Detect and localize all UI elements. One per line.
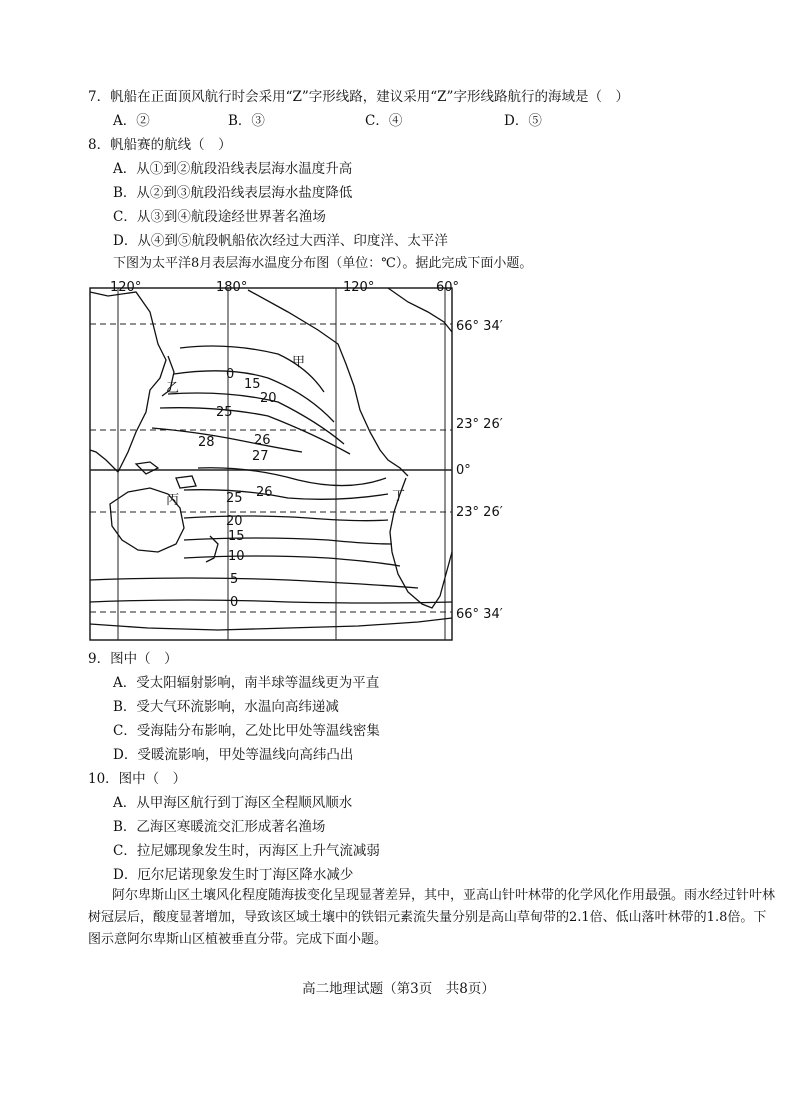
lat-label-equator: 0° xyxy=(456,463,471,478)
pacific-sst-map xyxy=(88,279,503,644)
parallels xyxy=(90,324,452,612)
marker-bing: 丙 xyxy=(166,493,180,508)
q8-stem: 8．帆船赛的航线（ ） xyxy=(88,137,232,153)
lat-label-tropic-capricorn: 23° 26′ xyxy=(456,505,503,520)
isotherm-labels xyxy=(198,367,277,610)
isotherm-25-south xyxy=(184,490,388,500)
q10-stem: 10．图中（ ） xyxy=(88,771,187,787)
isotherm-20-south xyxy=(184,516,388,521)
isotherm-label: 28 xyxy=(198,435,215,450)
lat-label-antarctic: 66° 34′ xyxy=(456,607,503,622)
lat-label-tropic-cancer: 23° 26′ xyxy=(456,417,503,432)
asia-coast xyxy=(90,292,166,472)
indonesia-islands xyxy=(136,462,158,474)
lon-label-60w: 60° xyxy=(436,279,460,295)
isotherm-label: 0 xyxy=(226,367,235,382)
isotherm-label: 20 xyxy=(260,391,277,406)
isotherm-label: 0 xyxy=(230,595,239,610)
q9-stem: 9．图中（ ） xyxy=(88,651,178,667)
q7-option-a: A．② xyxy=(113,113,150,129)
isotherm-28 xyxy=(152,428,302,452)
q9-option-b: B．受大气环流影响，水温向高纬递减 xyxy=(113,699,339,715)
q10-option-c: C．拉尼娜现象发生时，丙海区上升气流减弱 xyxy=(113,843,380,859)
q8-option-b: B．从②到③航段沿线表层海水盐度降低 xyxy=(113,185,353,201)
q10-option-a: A．从甲海区航行到丁海区全程顺风顺水 xyxy=(113,795,353,811)
q10-option-d: D．厄尔尼诺现象发生时丁海区降水减少 xyxy=(113,867,354,883)
new-zealand-coast xyxy=(206,536,218,562)
isotherm-5-south xyxy=(90,578,418,588)
marker-ding: 丁 xyxy=(392,489,406,504)
q9-option-a: A．受太阳辐射影响，南半球等温线更为平直 xyxy=(113,675,380,691)
isotherm-label: 26 xyxy=(256,485,273,500)
new-guinea xyxy=(176,476,196,488)
isotherm-label: 20 xyxy=(226,514,243,529)
isotherm-label: 26 xyxy=(254,433,271,448)
q10-option-b: B．乙海区寒暖流交汇形成著名渔场 xyxy=(113,819,326,835)
antarctica-coast xyxy=(90,618,452,630)
isotherm-label: 10 xyxy=(228,549,245,564)
q8-option-d: D．从④到⑤航段帆船依次经过大西洋、印度洋、太平洋 xyxy=(113,233,448,249)
page-footer: 高二地理试题（第3页 共8页） xyxy=(302,981,495,997)
isotherm-label: 15 xyxy=(244,377,261,392)
lon-label-180: 180° xyxy=(216,279,248,295)
isotherm-0-south xyxy=(90,600,452,603)
isotherm-label: 15 xyxy=(228,529,245,544)
north-america-coast xyxy=(248,290,408,476)
q9-option-c: C．受海陆分布影响，乙处比甲处等温线密集 xyxy=(113,723,380,739)
q7-option-c: C．④ xyxy=(365,113,403,129)
q7-option-d: D．⑤ xyxy=(504,113,542,129)
q7-option-b: B．③ xyxy=(228,113,265,129)
isotherm-label: 25 xyxy=(216,405,233,420)
lon-label-120e: 120° xyxy=(110,279,142,295)
passage xyxy=(88,885,778,951)
map-frame xyxy=(90,288,452,640)
q8-option-a: A．从①到②航段沿线表层海水温度升高 xyxy=(113,161,353,177)
meridians xyxy=(118,288,445,640)
isotherm-lines xyxy=(90,346,452,603)
passage-text: 阿尔卑斯山区土壤风化程度随海拔变化呈现显著差异，其中，亚高山针叶林带的化学风化作用最强。雨水经过针叶林树冠层后，酸度显著增加，导致该区域土壤中的铁铝元素流失量分别是高山草甸带的2.1倍、低山落叶林带的1.8倍。下图示意阿尔卑斯山区植被垂直分带。完成下面小题。 xyxy=(88,888,776,947)
q9-option-d: D．受暖流影响，甲处等温线向高纬凸出 xyxy=(113,747,354,763)
q8-option-c: C．从③到④航段途经世界著名渔场 xyxy=(113,209,326,225)
isotherm-label: 27 xyxy=(252,449,269,464)
lon-label-120w: 120° xyxy=(343,279,375,295)
marker-yi: 乙 xyxy=(166,381,180,396)
isotherm-10-south xyxy=(184,556,400,566)
map-intro: 下图为太平洋8月表层海水温度分布图（单位：℃）。据此完成下面小题。 xyxy=(113,256,533,271)
q7-stem: 7．帆船在正面顶风航行时会采用“Z”字形线路，建议采用“Z”字形线路航行的海域是（ ） xyxy=(88,89,629,105)
isotherm-label: 25 xyxy=(226,491,243,506)
lat-label-arctic: 66° 34′ xyxy=(456,319,503,334)
marker-jia: 甲 xyxy=(292,355,306,370)
isotherm-label: 5 xyxy=(230,572,239,587)
